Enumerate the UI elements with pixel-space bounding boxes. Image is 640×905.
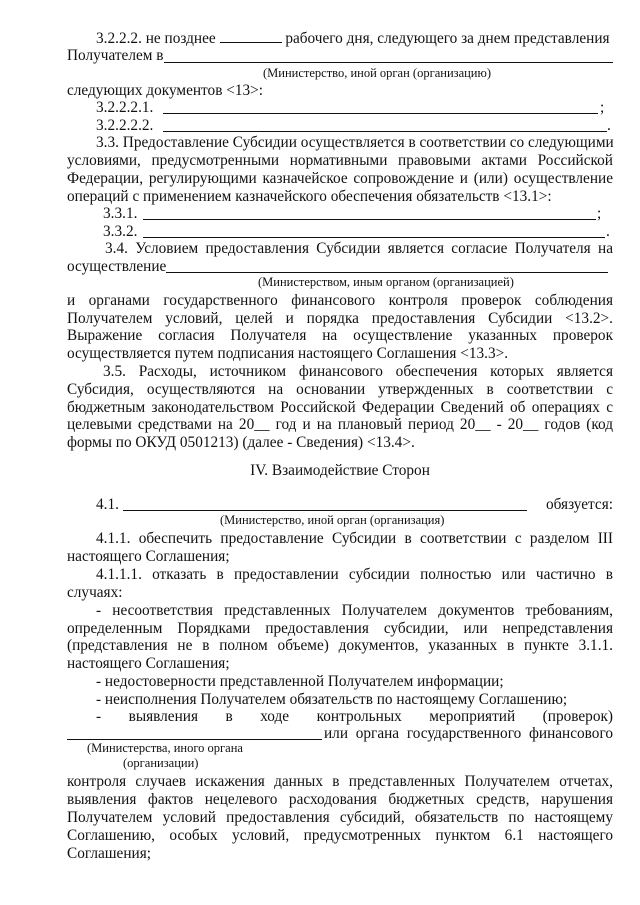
- clause-3-3-1: 3.3.1.: [103, 205, 138, 222]
- fill-line: [166, 272, 608, 273]
- paragraph-line: определенным Порядками предоставления субсидии, или непредставления: [67, 620, 613, 637]
- paragraph-line: случаях:: [67, 584, 123, 601]
- caption-ministry: (Министерством, иным органом (организацией): [258, 275, 514, 289]
- paragraph-line: (представления не в полном объеме) документов, указанных в пункте 3.1.1.: [67, 637, 613, 654]
- clause-3-2-2-2-1: 3.2.2.2.1.: [96, 99, 154, 116]
- fill-line: [164, 62, 613, 63]
- fill-line: [67, 739, 322, 740]
- fill-line: [163, 113, 598, 114]
- fill-line: [123, 510, 527, 511]
- punct: ;: [597, 205, 602, 222]
- fill-line: [163, 131, 607, 132]
- paragraph-line: бюджетным законодательством Российской Федерации Сведений об операциях с: [67, 399, 613, 416]
- clause-3-4: 3.4. Условием предоставления Субсидии является согласие Получателя на: [105, 240, 613, 257]
- obligates-text: обязуется:: [546, 496, 613, 513]
- paragraph-line: Субсидия, осуществляются на основании утвержденных в соответствии с: [67, 381, 613, 398]
- paragraph-line: Соглашению, особых условий, предусмотренных пунктом 6.1 настоящего: [67, 827, 613, 844]
- paragraph-line: настоящего Соглашения;: [67, 548, 230, 565]
- paragraph-line: настоящего Соглашения;: [67, 655, 230, 672]
- line-documents: следующих документов <13>:: [67, 82, 264, 99]
- list-item: - неисполнения Получателем обязательств по настоящему Соглашению;: [96, 691, 568, 708]
- paragraph-line: Федерации, регулирующими казначейское сопровождение и (или) осуществление: [67, 170, 613, 187]
- paragraph-line: операций с применением казначейского обеспечения обязательств <13.1>:: [67, 188, 552, 205]
- line-implementation: осуществление: [67, 258, 167, 275]
- list-item: - выявления в ходе контрольных мероприятий (проверок): [96, 708, 613, 725]
- paragraph-line: Получателем условий, целей и порядка предоставления Субсидии <13.2>.: [67, 310, 613, 327]
- clause-3-2-2-2-2: 3.2.2.2.2.: [96, 117, 154, 134]
- punct: .: [607, 117, 611, 134]
- section-heading: IV. Взаимодействие Сторон: [250, 462, 430, 479]
- caption-ministry: (Министерство, иной орган (организация): [220, 513, 445, 527]
- paragraph-line: условиями, предусмотренными нормативными правовыми актами Российской: [67, 152, 613, 169]
- clause-4-1-1: 4.1.1. обеспечить предоставление Субсидии в соответствии с разделом III: [96, 530, 613, 547]
- blank-field: [220, 29, 282, 43]
- paragraph-line: и органами государственного финансового контроля проверок соблюдения: [67, 292, 613, 309]
- clause-4-1-1-1: 4.1.1.1. отказать в предоставлении субсидии полностью или частично в: [96, 566, 613, 583]
- paragraph-line: Получателем условий предоставления субсидий, обязательств по настоящему: [67, 809, 613, 826]
- paragraph-line: контроля случаев искажения данных в представленных Получателем отчетах,: [67, 773, 613, 790]
- punct: ;: [600, 99, 605, 116]
- paragraph-line: осуществляется путем подписания настоящего Соглашения <13.3>.: [67, 345, 509, 362]
- clause-text: рабочего дня, следующего за днем представления: [285, 30, 610, 47]
- clause-text: 3.2.2.2. не позднее: [96, 30, 216, 47]
- caption-ministry: (Министерство, иной орган (организацию): [263, 66, 491, 80]
- clause-3-3-2: 3.3.2.: [103, 223, 138, 240]
- paragraph-line: или органа государственного финансового: [324, 725, 613, 742]
- fill-line: [143, 219, 596, 220]
- punct: .: [606, 223, 610, 240]
- paragraph-line: Соглашения;: [67, 845, 151, 862]
- paragraph-line: формы по ОКУД 0501213) (далее - Сведения) <13.4>.: [67, 434, 415, 451]
- clause-3-3: 3.3. Предоставление Субсидии осуществляется в соответствии со следующими: [96, 134, 614, 151]
- caption-organization: (организации): [123, 756, 199, 770]
- paragraph-line: Выражение согласия Получателя на осуществление указанных проверок: [67, 327, 613, 344]
- clause-4-1: 4.1.: [96, 496, 119, 513]
- paragraph-line: выявления фактов нецелевого расходования бюджетных средств, нарушения: [67, 791, 613, 808]
- paragraph-line: целевыми средствами на 20__ год и на плановый период 20__ - 20__ годов (код: [67, 416, 613, 433]
- clause-text: Получателем в: [67, 47, 164, 64]
- clause-3-2-2-2: [96, 29, 613, 48]
- list-item: - недостоверности представленной Получателем информации;: [96, 673, 504, 690]
- clause-3-5: 3.5. Расходы, источником финансового обеспечения которых является: [103, 363, 613, 380]
- list-item: - несоответствия представленных Получателем документов требованиям,: [96, 602, 613, 619]
- caption-ministry: (Министерства, иного органа: [87, 741, 243, 755]
- fill-line: [143, 237, 605, 238]
